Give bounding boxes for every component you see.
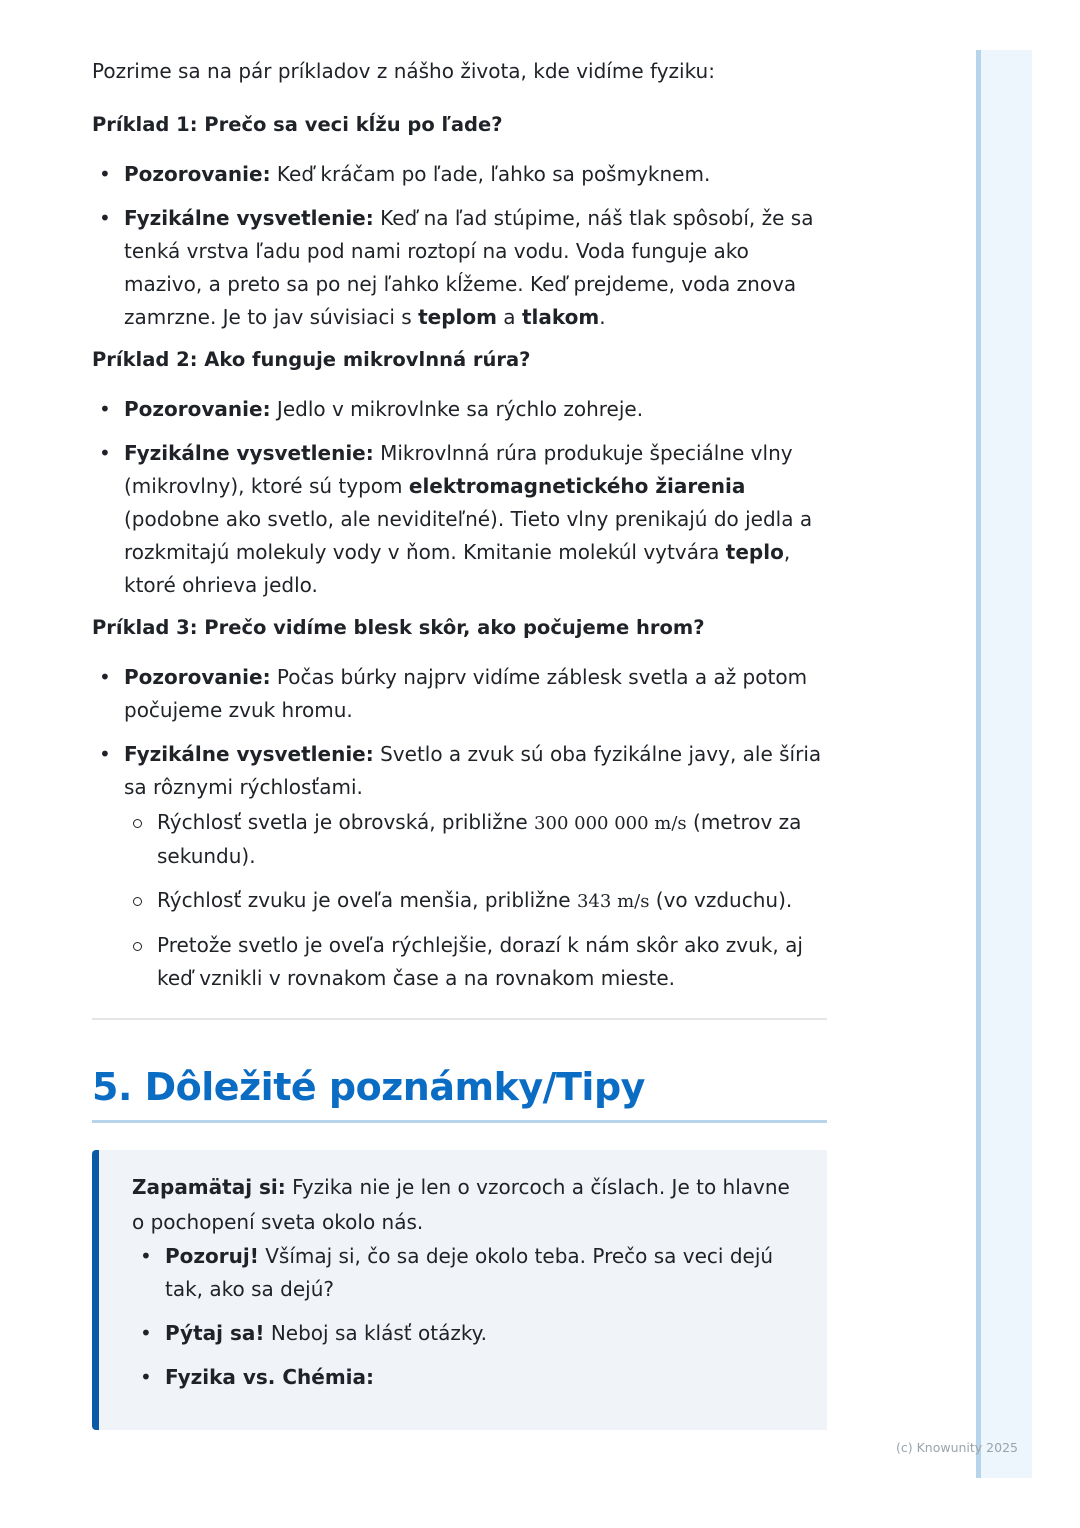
example-2-list <box>92 393 827 602</box>
explanation-label: Fyzikálne vysvetlenie: <box>124 441 374 465</box>
tip-label: Pýtaj sa! <box>165 1321 265 1345</box>
list-item <box>92 202 827 334</box>
bold-term: teplom <box>418 305 497 329</box>
bold-term: teplo <box>725 540 784 564</box>
section-divider <box>92 1018 827 1020</box>
tip-label: Pozoruj! <box>165 1244 259 1268</box>
sub-item-text: Rýchlosť svetla je obrovská, približne <box>157 810 535 834</box>
observation-text: Počas búrky najprv vidíme záblesk svetla a až potom počujeme zvuk hromu. <box>124 665 808 722</box>
example-1-title: Príklad 1: Prečo sa veci kĺžu po ľade? <box>92 113 503 136</box>
explanation-text: . <box>599 305 606 329</box>
tip-text: Neboj sa klásť otázky. <box>264 1321 488 1345</box>
sub-item-text: (metrov za sekundu). <box>157 810 802 868</box>
right-sidebar-panel <box>976 50 1032 1478</box>
bold-term: tlakom <box>521 305 600 329</box>
sub-list-item <box>124 806 827 873</box>
list-item <box>92 437 827 602</box>
tip-item <box>132 1361 797 1394</box>
callout-lead-text: Fyzika nie je len o vzorcoch a číslach. Je to hlavne o pochopení sveta okolo nás. <box>132 1175 790 1234</box>
intro-paragraph: Pozrime sa na pár príkladov z nášho života, kde vidíme fyziku: <box>92 59 715 83</box>
speed-sublist <box>124 806 827 995</box>
example-3-title: Príklad 3: Prečo vidíme blesk skôr, ako počujeme hrom? <box>92 616 705 639</box>
explanation-text: Svetlo a zvuk sú oba fyzikálne javy, ale šíria sa rôznymi rýchlosťami. <box>124 742 822 799</box>
example-2-title: Príklad 2: Ako funguje mikrovlnná rúra? <box>92 348 531 371</box>
tip-item <box>132 1317 797 1350</box>
list-item <box>92 158 827 191</box>
copyright-notice: (c) Knowunity 2025 <box>896 1440 1018 1455</box>
tip-label: Fyzika vs. Chémia: <box>165 1365 375 1389</box>
math-value: 343 m/s <box>576 891 650 912</box>
observation-label: Pozorovanie: <box>124 665 271 689</box>
sub-list-item <box>124 884 827 918</box>
list-item <box>92 661 827 727</box>
callout-lead <box>132 1170 797 1240</box>
explanation-label: Fyzikálne vysvetlenie: <box>124 742 374 766</box>
explanation-text: a <box>496 305 522 329</box>
explanation-text: Keď na ľad stúpime, náš tlak spôsobí, že sa tenká vrstva ľadu pod nami roztopí na vodu. Voda funguje ako mazivo, a preto sa po nej ľahko kĺžeme. Keď prejdeme, voda znova zamrzne. Je to jav súvisiaci s <box>124 206 814 329</box>
tips-list <box>132 1240 797 1394</box>
observation-text: Jedlo v mikrovlnke sa rýchlo zohreje. <box>270 397 644 421</box>
explanation-text: , ktoré ohrieva jedlo. <box>124 540 791 597</box>
tip-text: Všímaj si, čo sa deje okolo teba. Prečo sa veci dejú tak, ako sa dejú? <box>165 1244 774 1301</box>
document-content <box>92 50 827 1430</box>
tip-callout <box>92 1150 827 1430</box>
explanation-text: Mikrovlnná rúra produkuje špeciálne vlny (mikrovlny), ktoré sú typom <box>124 441 793 498</box>
bold-term: elektromagnetického žiarenia <box>408 474 746 498</box>
explanation-text: (podobne ako svetlo, ale neviditeľné). Tieto vlny prenikajú do jedla a rozkmitajú molekuly vody v ňom. Kmitanie molekúl vytvára <box>124 507 813 564</box>
section-heading: 5. Dôležité poznámky/Tipy <box>92 1062 827 1123</box>
callout-lead-label: Zapamätaj si: <box>132 1175 286 1199</box>
observation-label: Pozorovanie: <box>124 397 271 421</box>
tip-item <box>132 1240 797 1306</box>
observation-label: Pozorovanie: <box>124 162 271 186</box>
explanation-label: Fyzikálne vysvetlenie: <box>124 206 374 230</box>
list-item <box>92 393 827 426</box>
sub-item-text: Rýchlosť zvuku je oveľa menšia, približne <box>157 888 577 912</box>
example-1-list <box>92 158 827 334</box>
sub-item-text: Pretože svetlo je oveľa rýchlejšie, dorazí k nám skôr ako zvuk, aj keď vznikli v rovnakom čase a na rovnakom mieste. <box>157 933 803 990</box>
example-3-list <box>92 661 827 995</box>
sub-list-item <box>124 929 827 995</box>
observation-text: Keď kráčam po ľade, ľahko sa pošmyknem. <box>270 162 711 186</box>
sub-item-text: (vo vzduchu). <box>649 888 793 912</box>
math-value: 300 000 000 m/s <box>534 813 687 834</box>
list-item <box>92 738 827 995</box>
